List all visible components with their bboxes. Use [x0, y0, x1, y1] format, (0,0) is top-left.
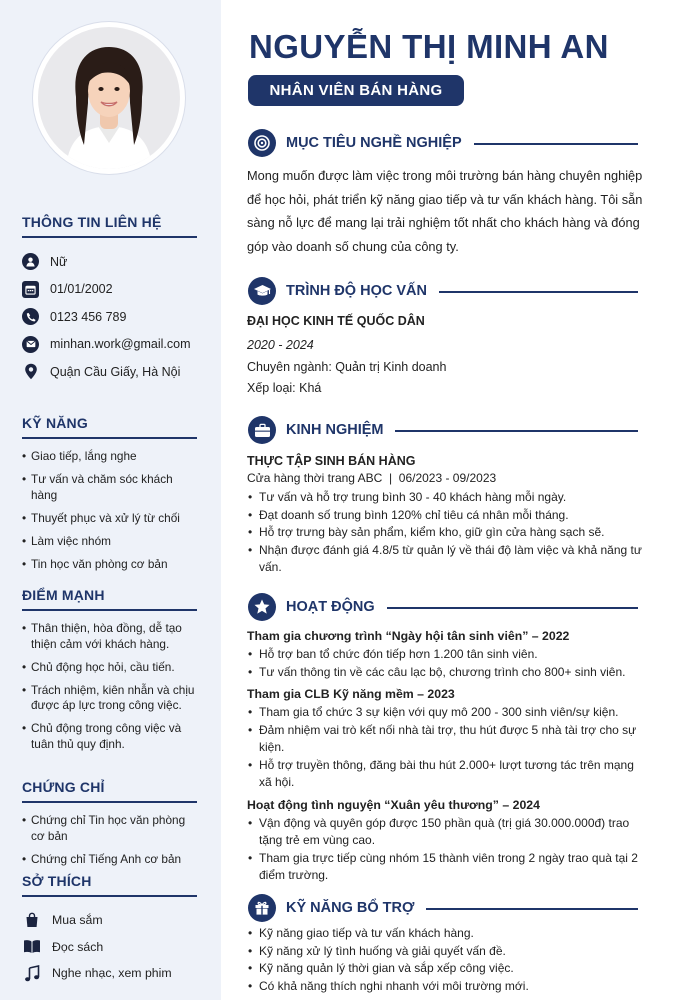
- activity-title: Tham gia CLB Kỹ năng mềm – 2023: [247, 687, 455, 701]
- list-item: • Chủ động trong công việc và tuân thủ quy định.: [22, 721, 198, 752]
- activities-title: HOẠT ĐỘNG: [286, 599, 375, 615]
- list-item: • Trách nhiệm, kiên nhẫn và chịu được áp lực trong công việc.: [22, 683, 198, 714]
- list-item: • Chứng chỉ Tin học văn phòng cơ bản: [22, 813, 198, 844]
- list-item: • Tin học văn phòng cơ bản: [22, 557, 198, 573]
- hobbies-title: SỞ THÍCH: [22, 873, 92, 889]
- extra-skills-title: KỸ NĂNG BỔ TRỢ: [286, 900, 415, 916]
- activities-content: [247, 629, 647, 891]
- experience-header: [248, 415, 638, 445]
- hobby-shopping-text: Mua sắm: [52, 913, 103, 928]
- main-content: [221, 0, 700, 1000]
- activity-title: Hoạt động tình nguyện “Xuân yêu thương” – 2024: [247, 797, 540, 812]
- list-item: • Thân thiện, hòa đồng, dễ tạo thiện cảm với khách hàng.: [22, 621, 198, 652]
- strengths-section: [22, 587, 198, 760]
- list-item: • Chứng chỉ Tiếng Anh cơ bản: [22, 852, 198, 868]
- list-item: • Tư vấn và chăm sóc khách hàng: [22, 472, 198, 503]
- phone-icon: [22, 308, 39, 325]
- list-item: • Hỗ trợ ban tổ chức đón tiếp hơn 1.200 tân sinh viên.: [247, 646, 647, 664]
- experience-company-period: Cửa hàng thời trang ABC | 06/2023 - 09/2023: [247, 471, 497, 485]
- list-item: • Chủ động học hỏi, cầu tiến.: [22, 660, 198, 676]
- list-item: • Tham gia trực tiếp cùng nhóm 15 thành viên trong 2 ngày trao quà tại 2 điểm trường.: [247, 850, 647, 885]
- certificates-divider: [22, 801, 197, 803]
- experience-list: [247, 489, 647, 577]
- extra-skills-divider: [426, 908, 638, 910]
- education-divider: [439, 291, 638, 293]
- star-icon: [248, 593, 276, 621]
- book-icon: [22, 939, 42, 954]
- contact-gender: [22, 248, 198, 276]
- certificates-title: CHỨNG CHỈ: [22, 779, 105, 795]
- activity-title: Tham gia chương trình “Ngày hội tân sinh viên” – 2022: [247, 629, 570, 643]
- list-item: • Kỹ năng xử lý tình huống và giải quyết vấn đề.: [247, 943, 647, 961]
- contact-divider: [22, 236, 197, 238]
- objective-divider: [474, 143, 638, 145]
- experience-divider: [395, 430, 638, 432]
- avatar-frame: [33, 22, 185, 174]
- experience-position: THỰC TẬP SINH BÁN HÀNG: [247, 454, 416, 468]
- list-item: • Hỗ trợ truyền thông, đăng bài thu hút 2.000+ lượt tương tác trên mạng xã hội.: [247, 757, 647, 792]
- education-rank: Xếp loại: Khá: [247, 381, 322, 395]
- education-years: 2020 - 2024: [247, 338, 314, 352]
- contact-email[interactable]: [22, 331, 198, 359]
- objective-header: [248, 128, 638, 158]
- candidate-name: NGUYỄN THỊ MINH AN: [249, 28, 609, 65]
- extra-skills-list: [247, 925, 647, 995]
- activities-header: [248, 592, 638, 622]
- activity-list: [247, 815, 647, 885]
- person-icon: [22, 253, 39, 270]
- activity-list: [247, 704, 647, 792]
- activity-group: [247, 798, 647, 885]
- hobby-music-text: Nghe nhạc, xem phim: [52, 966, 172, 981]
- education-title: TRÌNH ĐỘ HỌC VẤN: [286, 283, 427, 299]
- list-item: • Kỹ năng giao tiếp và tư vấn khách hàng.: [247, 925, 647, 943]
- shopping-bag-icon: [22, 912, 42, 928]
- avatar-photo: [38, 27, 180, 169]
- list-item: • Vận động và quyên góp được 150 phần quà (trị giá 30.000.000đ) trao tặng trẻ em vùng cao.: [247, 815, 647, 850]
- job-title-badge: NHÂN VIÊN BÁN HÀNG: [248, 75, 464, 106]
- list-item: • Hỗ trợ trưng bày sản phẩm, kiểm kho, giữ gìn cửa hàng sạch sẽ.: [247, 524, 647, 542]
- contact-birthday-text: 01/01/2002: [50, 282, 113, 297]
- contact-title: THÔNG TIN LIÊN HỆ: [22, 214, 162, 230]
- calendar-icon: [22, 281, 39, 298]
- strengths-divider: [22, 609, 197, 611]
- activity-group: [247, 687, 647, 792]
- target-icon: [248, 129, 276, 157]
- hobby-reading-text: Đọc sách: [52, 939, 104, 954]
- extra-skills-content: [247, 925, 647, 995]
- education-major: Chuyên ngành: Quản trị Kinh doanh: [247, 359, 447, 374]
- certificates-section: [22, 779, 198, 875]
- strengths-list: [22, 621, 198, 752]
- contact-section: [22, 214, 198, 386]
- list-item: • Kỹ năng quản lý thời gian và sắp xếp công việc.: [247, 960, 647, 978]
- certificates-list: [22, 813, 198, 867]
- experience-title: KINH NGHIỆM: [286, 422, 384, 438]
- contact-gender-text: Nữ: [50, 254, 68, 269]
- objective-title: MỤC TIÊU NGHỀ NGHIỆP: [286, 135, 462, 151]
- education-content: [247, 314, 647, 400]
- hobbies-divider: [22, 895, 197, 897]
- music-note-icon: [22, 965, 42, 982]
- contact-email-text: minhan.work@gmail.com: [50, 337, 191, 352]
- list-item: • Đạt doanh số trung bình 120% chỉ tiêu cá nhân mỗi tháng.: [247, 507, 647, 525]
- list-item: • Thuyết phục và xử lý từ chối: [22, 511, 198, 527]
- gift-icon: [248, 894, 276, 922]
- list-item: • Nhận được đánh giá 4.8/5 từ quản lý về thái độ làm việc và khả năng tư vấn.: [247, 542, 647, 577]
- avatar: [38, 27, 180, 169]
- sidebar: [0, 0, 221, 1000]
- contact-phone[interactable]: [22, 303, 198, 331]
- briefcase-icon: [248, 416, 276, 444]
- activities-divider: [387, 607, 638, 609]
- skills-section: [22, 415, 198, 580]
- hobby-reading: [22, 934, 198, 961]
- experience-content: [247, 454, 647, 577]
- graduation-cap-icon: [248, 277, 276, 305]
- skills-title: KỸ NĂNG: [22, 415, 88, 431]
- hobby-music: [22, 960, 198, 987]
- mail-icon: [22, 336, 39, 353]
- contact-address-text: Quận Cầu Giấy, Hà Nội: [50, 364, 181, 379]
- skills-divider: [22, 437, 197, 439]
- list-item: • Tham gia tổ chức 3 sự kiện với quy mô 200 - 300 sinh viên/sự kiện.: [247, 704, 647, 722]
- list-item: • Tư vấn và hỗ trợ trung bình 30 - 40 khách hàng mỗi ngày.: [247, 489, 647, 507]
- extra-skills-header: [248, 893, 638, 923]
- strengths-title: ĐIỂM MẠNH: [22, 587, 105, 603]
- list-item: • Làm việc nhóm: [22, 534, 198, 550]
- hobbies-section: [22, 873, 198, 987]
- location-pin-icon: [22, 363, 39, 380]
- list-item: • Có khả năng thích nghi nhanh với môi trường mới.: [247, 978, 647, 996]
- hobby-shopping: [22, 907, 198, 934]
- education-header: [248, 276, 638, 306]
- school-name: ĐẠI HỌC KINH TẾ QUỐC DÂN: [247, 314, 425, 328]
- contact-address: [22, 358, 198, 386]
- contact-birthday: [22, 276, 198, 304]
- objective-text: Mong muốn được làm việc trong môi trường bán hàng chuyên nghiệp để học hỏi, phát triển kỹ năng giao tiếp và tư vấn khách hàng. Tôi sẵn sàng nỗ lực để mang lại trải nghiệm tốt nhất cho khách hàng và đóng góp vào doanh số chung của công ty.: [247, 168, 643, 254]
- list-item: • Giao tiếp, lắng nghe: [22, 449, 198, 465]
- activity-group: [247, 629, 647, 681]
- skills-list: [22, 449, 198, 572]
- contact-phone-text: 0123 456 789: [50, 309, 127, 324]
- list-item: • Tư vấn thông tin về các câu lạc bộ, chương trình cho 800+ sinh viên.: [247, 664, 647, 682]
- activity-list: [247, 646, 647, 681]
- list-item: • Đảm nhiệm vai trò kết nối nhà tài trợ, thu hút được 5 nhà tài trợ cho sự kiện.: [247, 722, 647, 757]
